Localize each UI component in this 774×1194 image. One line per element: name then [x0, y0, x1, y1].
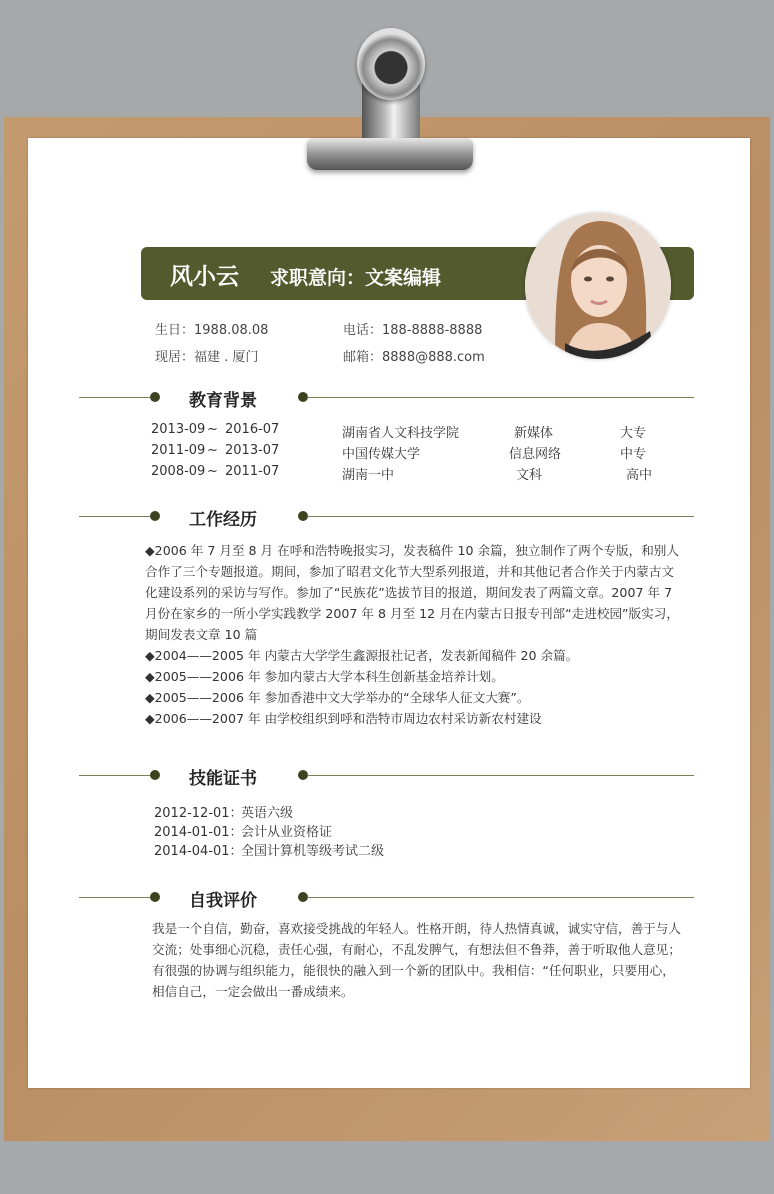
section-divider	[307, 775, 694, 776]
work-line: 合作了三个专题报道。期间，参加了昭君文化节大型系列报道，并和其他记者合作关于内蒙古文	[145, 564, 674, 579]
self-line: 相信自己，一定会做出一番成绩来。	[152, 984, 354, 999]
edu-degree: 大专	[620, 426, 647, 441]
section-divider	[307, 897, 694, 898]
bullet-dot-icon	[150, 892, 160, 902]
section-title-self: 自我评价	[189, 891, 257, 911]
section-title-work: 工作经历	[189, 510, 257, 530]
edu-school: 中国传媒大学	[342, 447, 421, 462]
bullet-dot-icon	[150, 511, 160, 521]
edu-start: 2013-09	[151, 422, 206, 437]
work-line: 月份在家乡的一所小学实践教学 2007 年 8 月至 12 月在内蒙古日报专刊部“走进校园”版实习，	[145, 606, 679, 621]
section-divider	[79, 397, 151, 398]
work-line: ◆2005——2006 年 参加香港中文大学举办的“全球华人征文大赛”。	[145, 690, 530, 705]
section-divider	[79, 516, 151, 517]
skill-name: 会计从业资格证	[241, 825, 333, 840]
edu-major: 新媒体	[514, 426, 554, 441]
self-evaluation	[152, 918, 697, 1002]
work-line: ◆2006 年 7 月至 8 月 在呼和浩特晚报实习，发表稿件 10 余篇，独立制作了两个专版，和别人	[145, 543, 679, 558]
work-line: ◆2004——2005 年 内蒙古大学学生鑫源报社记者，发表新闻稿件 20 余篇。	[145, 648, 579, 663]
section-title-education: 教育背景	[189, 391, 257, 411]
birth-date: 生日：1988.08.08	[155, 323, 269, 338]
candidate-name: 风小云	[170, 264, 239, 290]
edu-major: 信息网络	[509, 447, 562, 462]
edu-school: 湖南一中	[342, 468, 395, 483]
work-line: 化建设系列的采访与写作。参加了“民族花”选拔节目的报道，期间发表了两篇文章。2007 年 7	[145, 585, 673, 600]
bullet-dot-icon	[150, 392, 160, 402]
edu-start: 2011-09	[151, 443, 206, 458]
phone-number: 电话：188-8888-8888	[343, 323, 483, 338]
avatar	[525, 213, 671, 359]
skill-date: 2014-04-01：	[154, 844, 243, 859]
work-line: ◆2005——2006 年 参加内蒙古大学本科生创新基金培养计划。	[145, 669, 504, 684]
self-line: 交流；处事细心沉稳，责任心强，有耐心，不乱发脾气，有想法但不鲁莽，善于听取他人意见；	[152, 942, 681, 957]
work-experience	[145, 540, 705, 729]
section-divider	[307, 516, 694, 517]
edu-end: 2013-07	[225, 443, 280, 458]
portrait-icon	[525, 213, 671, 359]
edu-school: 湖南省人文科技学院	[342, 426, 460, 441]
skill-name: 英语六级	[241, 806, 294, 821]
email-address: 邮箱：8888@888.com	[343, 350, 485, 365]
self-line: 我是一个自信，勤奋，喜欢接受挑战的年轻人。性格开朗，待人热情真诚，诚实守信，善于与人	[152, 921, 681, 936]
residence: 现居：福建 . 厦门	[155, 350, 259, 365]
edu-sep: ~	[207, 443, 218, 458]
skill-name: 全国计算机等级考试二级	[241, 844, 385, 859]
work-line: ◆2006——2007 年 由学校组织到呼和浩特市周边农村采访新农村建设	[145, 711, 542, 726]
job-intent: 求职意向：文案编辑	[270, 267, 442, 289]
edu-sep: ~	[207, 422, 218, 437]
self-line: 有很强的协调与组织能力，能很快的融入到一个新的团队中。我相信：“任何职业，只要用心，	[152, 963, 675, 978]
bullet-dot-icon	[150, 770, 160, 780]
edu-end: 2016-07	[225, 422, 280, 437]
edu-major: 文科	[516, 468, 543, 483]
section-divider	[307, 397, 694, 398]
edu-degree: 中专	[620, 447, 647, 462]
section-divider	[79, 897, 151, 898]
edu-start: 2008-09	[151, 464, 206, 479]
clip-ring-icon	[357, 28, 425, 100]
skill-date: 2012-12-01：	[154, 806, 243, 821]
section-divider	[79, 775, 151, 776]
skill-date: 2014-01-01：	[154, 825, 243, 840]
section-title-skills: 技能证书	[189, 769, 257, 789]
edu-degree: 高中	[626, 468, 653, 483]
edu-end: 2011-07	[225, 464, 280, 479]
work-line: 期间发表文章 10 篇	[145, 627, 258, 642]
binder-clip	[307, 138, 473, 170]
edu-sep: ~	[207, 464, 218, 479]
